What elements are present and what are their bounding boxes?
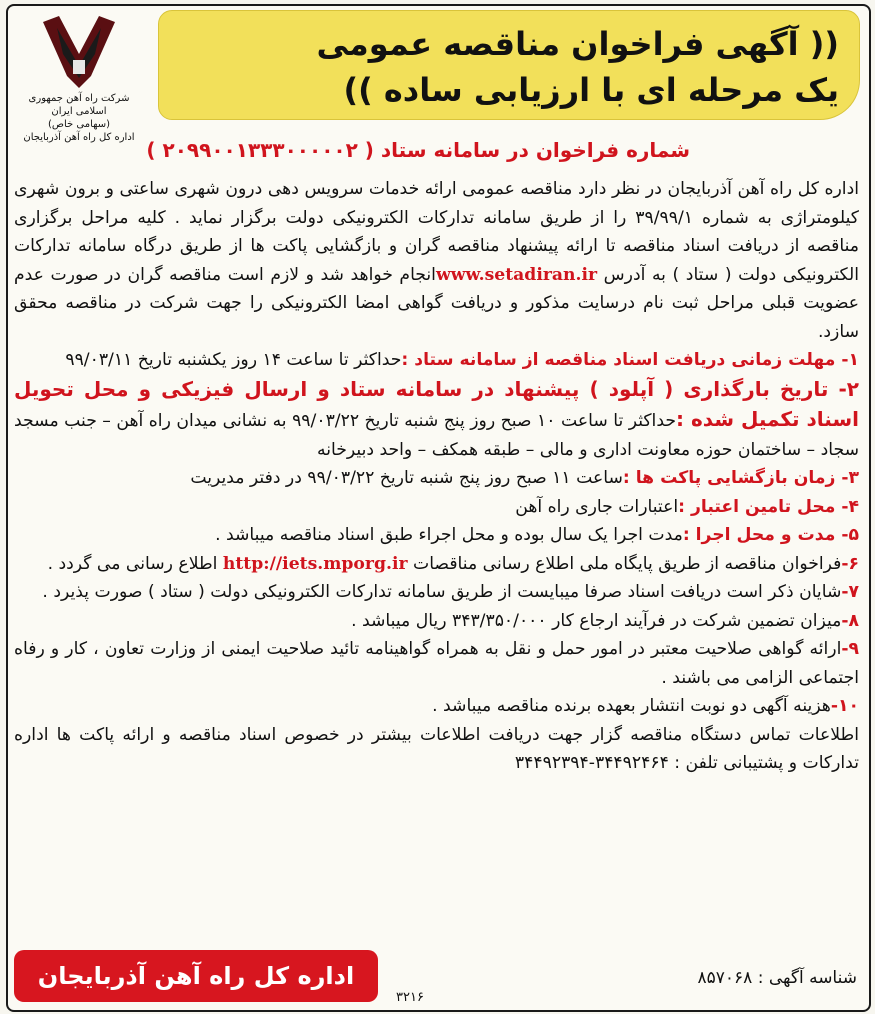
setadiran-link[interactable]: www.setadiran.ir bbox=[435, 264, 598, 285]
item-5 bbox=[14, 521, 859, 550]
item-7 bbox=[14, 578, 859, 607]
item-4-label: ۴- محل تامین اعتبار : bbox=[678, 496, 859, 517]
item-3-label: ۳- زمان بازگشایی پاکت ها : bbox=[622, 468, 859, 488]
notice-title-line1: (( آگهی فراخوان مناقصه عمومی bbox=[316, 25, 839, 63]
item-2-text: حداکثر تا ساعت ۱۰ صبح روز پنج شنبه تاریخ ۹۹/۰۳/۲۲ به نشانی میدان راه آهن – جنب مسجد سجاد – ساختمان حوزه معاونت اداری و مالی – طبقه همکف – واحد دبیرخانه bbox=[14, 411, 859, 460]
notice-body bbox=[14, 175, 859, 778]
ad-code: ۳۲۱۶ bbox=[396, 990, 424, 1005]
organization-banner: اداره کل راه آهن آذربایجان bbox=[14, 950, 378, 1002]
item-7-text: شایان ذکر است دریافت اسناد صرفا میبایست از طریق سامانه تدارکات الکترونیکی دولت ( ستاد ) صورت پذیرد . bbox=[42, 582, 842, 602]
item-8 bbox=[14, 607, 859, 636]
logo-company-line1: شرکت راه آهن جمهوری اسلامی ایران bbox=[28, 93, 130, 117]
header-banner bbox=[158, 10, 860, 120]
logo-company-line2: (سهامی خاص) bbox=[47, 119, 111, 130]
item-6-label: ۶- bbox=[841, 553, 859, 574]
item-3-text: ساعت ۱۱ صبح روز پنج شنبه تاریخ ۹۹/۰۳/۲۲ در دفتر مدیریت bbox=[190, 468, 623, 488]
item-9-text: ارائه گواهی صلاحیت معتبر در امور حمل و نقل به همراه گواهینامه تائید صلاحیت ایمنی از وزارت تعاون ، کار و رفاه اجتماعی الزامی می باشند . bbox=[14, 639, 859, 688]
item-6-text: فراخوان مناقصه از طریق پایگاه ملی اطلاع رسانی مناقصات bbox=[407, 553, 842, 574]
item-10 bbox=[14, 692, 859, 721]
intro-paragraph bbox=[14, 175, 859, 346]
item-5-text: مدت اجرا یک سال بوده و محل اجراء طبق اسناد مناقصه میباشد . bbox=[215, 525, 683, 545]
item-6-text-2: اطلاع رسانی می گردد . bbox=[47, 553, 223, 574]
item-8-text: میزان تضمین شرکت در فرآیند ارجاع کار ۳۴۳/۳۵۰/۰۰۰ ریال میباشد . bbox=[351, 610, 842, 631]
item-6 bbox=[14, 550, 859, 579]
intro-text-2: انجام خواهد شد و لازم است مناقصه گران در صورت عدم عضویت قبلی مراحل ثبت نام درسایت مذکور و دریافت گواهی امضا الکترونیکی را جهت شرکت در مناقصه محقق سازد. bbox=[14, 264, 859, 342]
item-4-text: اعتبارات جاری راه آهن bbox=[515, 496, 679, 517]
item-3 bbox=[14, 464, 859, 493]
item-5-label: ۵- مدت و محل اجرا : bbox=[682, 525, 859, 545]
item-2-label: ۲- تاریخ بارگذاری ( آپلود ) پیشنهاد در سامانه ستاد و ارسال فیزیکی و محل تحویل اسناد تکمیل شده : bbox=[14, 376, 859, 431]
logo-company-line3: اداره کل راه آهن آذربایجان bbox=[23, 132, 135, 143]
item-1-label: ۱- مهلت زمانی دریافت اسناد مناقصه از سامانه ستاد : bbox=[401, 350, 859, 370]
item-1-text: حداکثر تا ساعت ۱۴ روز یکشنبه تاریخ ۹۹/۰۳/۱۱ bbox=[65, 350, 402, 370]
item-8-label: ۸- bbox=[841, 610, 859, 631]
notice-id: شناسه آگهی : ۸۵۷۰۶۸ bbox=[697, 968, 857, 988]
item-2 bbox=[14, 375, 859, 465]
item-1 bbox=[14, 346, 859, 375]
intro-text-1: اداره کل راه آهن آذربایجان در نظر دارد مناقصه عمومی ارائه خدمات سرویس دهی درون شهری ساعتی و برون شهری کیلومتراژی به شماره ۳۹/۹۹/۱ را از طریق سامانه تدارکات الکترونیکی دولت برگزار نماید . کلیه مراحل برگزاری مناقصه از دریافت اسناد مناقصه تا ارائه پیشنهاد مناقصه گران و بازگشایی پاکت ها از طریق درگاه سامانه تدارکات الکترونیکی دولت ( ستاد ) به آدرس bbox=[14, 179, 860, 285]
item-7-label: ۷- bbox=[841, 582, 859, 602]
item-9-label: ۹- bbox=[841, 639, 859, 659]
item-10-text: هزینه آگهی دو نوبت انتشار بعهده برنده مناقصه میباشد . bbox=[432, 696, 831, 716]
contact-info: اطلاعات تماس دستگاه مناقصه گزار جهت دریافت اطلاعات بیشتر در خصوص اسناد مناقصه و ارائه پاکت ها اداره تدارکات و پشتیبانی تلفن : ۳۴۴۹۲۴۶۴-۳۴۴۹۲۳۹۴ bbox=[14, 724, 859, 773]
iets-link[interactable]: http://iets.mporg.ir bbox=[222, 553, 408, 574]
notice-title-line2: یک مرحله ای با ارزیابی ساده )) bbox=[343, 71, 839, 109]
tender-number-heading: شماره فراخوان در سامانه ستاد ( ۲۰۹۹۰۰۱۳۳۳۰۰۰۰۰۲ ) bbox=[146, 138, 690, 162]
item-4 bbox=[14, 493, 859, 522]
railway-emblem-icon bbox=[37, 14, 121, 92]
item-10-label: ۱۰- bbox=[830, 696, 859, 716]
item-9 bbox=[14, 635, 859, 692]
railway-logo bbox=[14, 14, 144, 154]
